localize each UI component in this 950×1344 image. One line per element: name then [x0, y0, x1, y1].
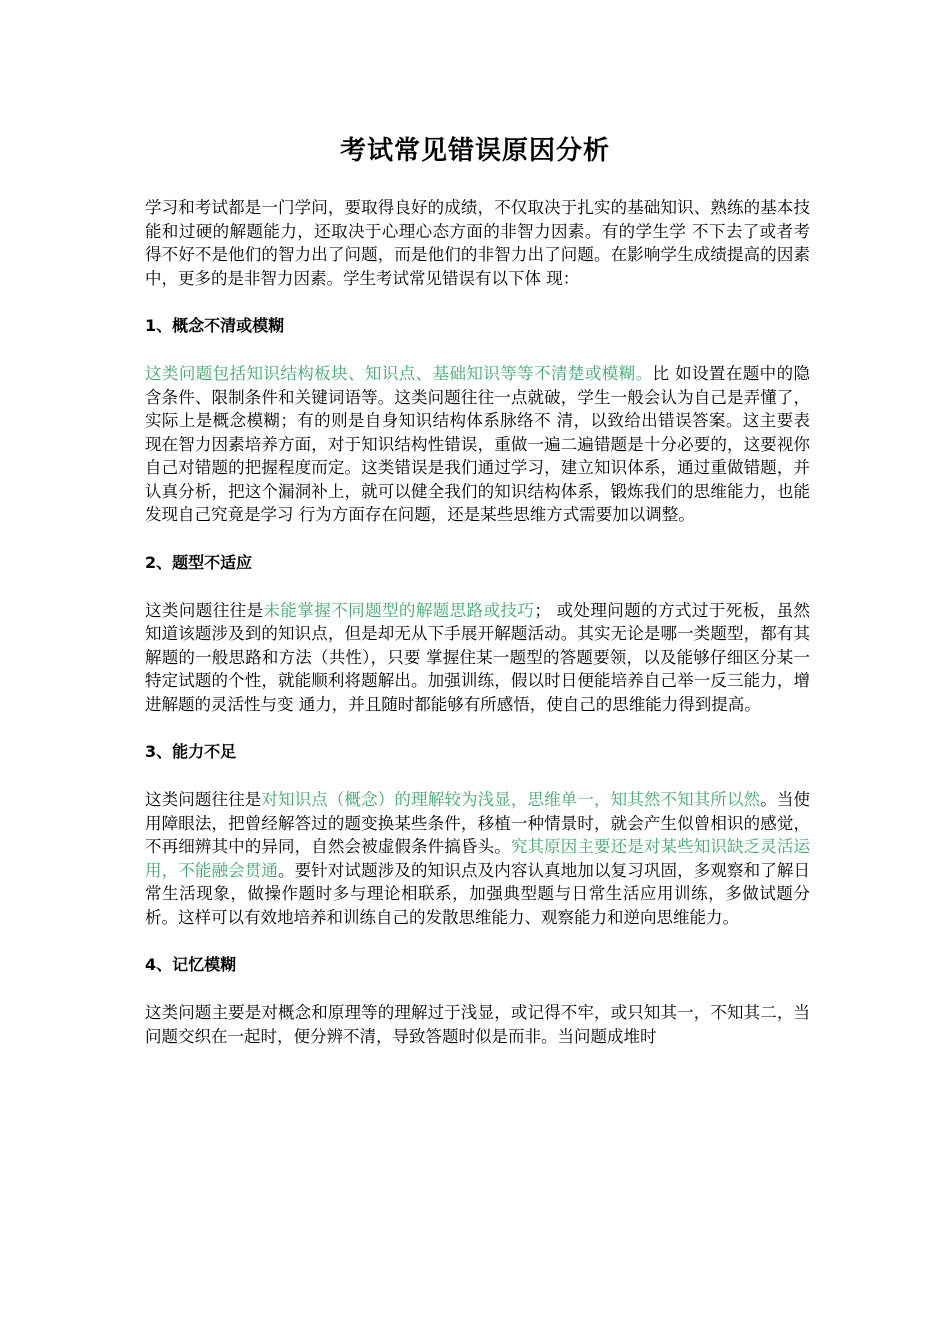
paragraph-text: 这类问题往往是: [145, 790, 262, 809]
intro-paragraph: 学习和考试都是一门学问，要取得良好的成绩，不仅取决于扎实的基础知识、熟练的基本技能和过硬的解题能力，还取决于心理心态方面的非智力因素。有的学生学 不下去了或者考得不好不是他们的智力出了问题，而是他们的非智力出了问题。在影响学生成绩提高的因素中，更多的是非智力因素。学生考试常见错误有以下体 现：: [145, 198, 810, 288]
section-paragraph-2: [145, 599, 810, 717]
paragraph-text: 这类问题主要是对概念和原理等的理解过于浅显，或记得不牢，或只知其一，不知其二，当问题交织在一起时，便分辨不清，导致答题时似是而非。当问题成堆时: [145, 1003, 810, 1046]
section-heading-2: 2、题型不适应: [145, 552, 253, 572]
section-heading-4: 4、记忆模糊: [145, 955, 237, 974]
paragraph-text: 比 如设置在题中的隐含条件、限制条件和关键词语等。这类问题往往一点就破，学生一般会认为自己是弄懂了，实际上是概念模糊；有的则是自身知识结构体系脉络不 清，以致给出错误答案。这主要表现在智力因素培养方面，对于知识结构性错误，重做一遍二遍错题是十分必要的，这要视你自己对错题的把握程度而定。这类错误是我们通过学习，建立知识体系，通过重做错题，并认真分析，把这个漏洞补上，就可以健全我们的知识结构体系，锻炼我们的思维能力，也能发现自己究竟是学习 行为方面存在问题，还是某些思维方式需要加以调整。: [145, 364, 810, 524]
paragraph-text: 。要针对试题涉及的知识点及内容认真地加以复习巩固，多观察和了解日常生活现象，做操作题时多与理论相联系，加强典型题与日常生活应用训练，多做试题分析。这样可以有效地培养和训练自己的发散思维能力、观察能力和逆向思维能力。: [145, 860, 811, 927]
paragraph-text: 这类问题往往是: [145, 600, 264, 620]
highlighted-text: 对知识点（概念）的理解较为浅显，思维单一，知其然不知其所以然: [261, 790, 761, 809]
document-body: [145, 196, 810, 1048]
section-heading-1: 1、概念不清或模糊: [145, 316, 285, 335]
section-paragraph-4: [145, 1001, 810, 1048]
paragraph-text: 。当使用障眼法，把曾经解答过的题变换某些条件，移植一种情景时，就会产生似曾相识的感觉，不再细辨其中的异同，自然会被虚假条件搞昏头。: [145, 790, 811, 856]
highlighted-text: 究其原因主要还是对某些知识缺乏灵活运用，不能融会贯通: [145, 837, 811, 880]
section-paragraph-3: [145, 788, 810, 929]
document-title: 考试常见错误原因分析: [339, 136, 610, 166]
highlighted-text: 未能掌握不同题型的解题思路或技巧: [263, 600, 535, 620]
paragraph-text: ； 或处理问题的方式过于死板，虽然知道该题涉及到的知识点，但是却无从下手展开解题活动。其实无论是哪一类题型，都有其解题的一般思路和方法（共性），只要 掌握住某一题型的答题要领，以及能够仔细区分某一特定试题的个性，就能顺利将题解出。加强训练，假以时日便能培养自己举一反三能力，增进解题的灵活性与变 通力，并且随时都能够有所感悟，使自己的思维能力得到提高。: [145, 600, 811, 714]
section-heading-3: 3、能力不足: [145, 742, 237, 761]
section-paragraph-1: [145, 362, 810, 527]
highlighted-text: 这类问题包括知识结构板块、知识点、基础知识等等不清楚或模糊。: [145, 364, 653, 383]
